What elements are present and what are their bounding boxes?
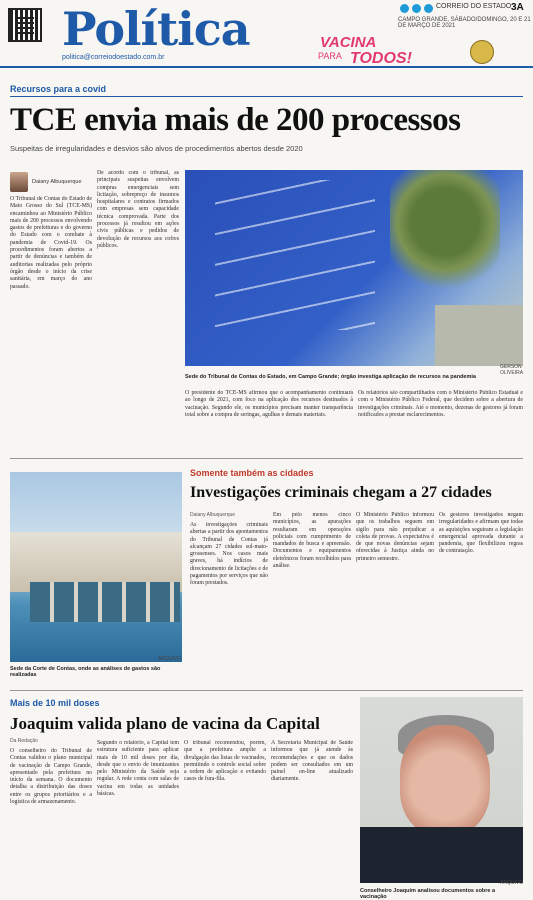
story1-deck: Suspeitas de irregularidades e desvios são alvos de procedimentos abertos desde 2020 [10,144,303,153]
story1-photo-caption: Sede do Tribunal de Contas do Estado, em Campo Grande; órgão investiga aplicação de recursos na pandemia [185,374,476,380]
story1-column-4: Os relatórios são compartilhados com o Ministério Público Estadual e com o Ministério Público Federal, que decidem sobre a abertura de investigações criminais. Até o momento, dezenas de gestores já foram notificados a prestar esclarecimentos. [358,390,523,418]
story3-photo-caption: Conselheiro Joaquim analisou documentos sobre a vacinação [360,888,496,900]
section-email[interactable]: politica@correiodoestado.com.br [62,54,165,61]
story2-column-4: Os gestores investigados negam irregularidades e afirmam que todas as aquisições seguiram a legislação emergencial aprovada durante a pandemia, que flexibilizou regras de contratação. [439,512,523,555]
author-avatar [10,172,28,192]
section-title: Política [62,2,250,56]
story2-kicker: Somente também as cidades [190,468,314,478]
divider [10,96,523,97]
story2-column-2: Em pelo menos cinco municípios, as apurações resultaram em operações policiais com cumprimento de mandados de busca e apreensão. Documentos e equipamentos eletrônicos foram recolhidos para análise. [273,512,351,570]
story1-column-3: O presidente do TCE-MS afirmou que o acompanhamento continuará ao longo de 2021, com foco na aplicação dos recursos destinados à vacinação. Segundo ele, os municípios precisam manter transparência total sobre a compra de seringas, agulhas e demais materiais. [185,390,353,418]
newspaper-name: CORREIO DO ESTADO [436,3,512,10]
story2-headline[interactable]: Investigações criminais chegam a 27 cidades [190,484,492,501]
edition-date: CAMPO GRANDE, SÁBADO/DOMINGO, 20 E 21 DE MARÇO DE 2021 [398,17,531,29]
story2-column-1: As investigações criminais abertas a partir dos apontamentos do Tribunal de Contas já alcançam 27 cidades sul-mato-grossenses. Nos casos mais graves, há indícios de direcionamento de licitações e de pagamentos por serviços que não foram prestados. [190,522,268,587]
facebook-icon[interactable] [400,4,409,13]
divider [10,458,523,459]
qr-code-icon[interactable] [8,8,42,42]
city-seal-icon [470,40,494,64]
story1-photo-credit: GERSON OLIVEIRA [500,364,524,376]
story1-photo[interactable] [185,170,523,366]
campaign-todos: TODOS! [350,50,412,67]
social-icons [400,4,433,13]
author-name: Daiany Albuquerque [32,179,82,185]
story2-photo-credit: ARQUIVO [158,656,182,662]
story1-column-1: O Tribunal de Contas do Estado de Mato Grosso do Sul (TCE-MS) encaminhou ao Ministério Público mais de 200 processos envolvendo gastos de prefeituras e do governo do Estado com o combate à pandemia de Covid-19. Os procedimentos foram abertos a partir de denúncias e também de auditorias realizadas pelo próprio órgão desde o início da crise sanitária, em março do ano passado. [10,196,92,290]
story3-author: Da Redação [10,738,38,744]
story3-photo-credit: ARQUIVO [500,880,524,886]
story1-headline[interactable]: TCE envia mais de 200 processos [10,102,461,138]
instagram-icon[interactable] [424,4,433,13]
story2-photo[interactable] [10,472,182,662]
campaign-para: PARA [318,51,342,61]
page-number: 3A [511,2,524,13]
divider [10,690,523,691]
story3-kicker: Mais de 10 mil doses [10,698,100,708]
story2-author: Daiany Albuquerque [190,512,236,518]
story3-headline[interactable]: Joaquim valida plano de vacina da Capital [10,714,320,733]
story2-photo-caption: Sede da Corte de Contas, onde as análises de gastos são realizadas [10,666,161,678]
story3-photo[interactable] [360,697,523,883]
story3-column-4: A Secretaria Municipal de Saúde informou que já atende às recomendações e que os dados podem ser consultados em um painel on-line atualizado diariamente. [271,740,353,783]
story3-column-1: O conselheiro do Tribunal de Contas validou o plano municipal de vacinação de Campo Grande, apresentado pela prefeitura no início da semana. O documento detalha a distribuição das doses entre os grupos prioritários e a logística de armazenamento. [10,748,92,806]
story2-column-3: O Ministério Público informou que os trabalhos seguem em sigilo para não prejudicar a coleta de provas. A expectativa é de que novas denúncias sejam oferecidas à Justiça ainda no primeiro semestre. [356,512,434,562]
story1-column-2: De acordo com o tribunal, as principais suspeitas envolvem compras emergenciais sem licitação, sobrepreço de insumos hospitalares e contratos firmados com empresas sem capacidade técnica comprovada. Parte dos processos já resultou em ações civis públicas e pedidos de devolução de recursos aos cofres públicos. [97,170,179,249]
story3-column-3: O tribunal recomendou, porém, que a prefeitura amplie a divulgação das listas de vacinados, permitindo o controle social sobre a ordem de aplicação e evitando casos de fura-fila. [184,740,266,783]
story1-author [10,172,82,192]
campaign-vacina: VACINA [320,34,377,51]
twitter-icon[interactable] [412,4,421,13]
story1-kicker: Recursos para a covid [10,84,107,94]
story3-column-2: Segundo o relatório, a Capital tem estrutura suficiente para aplicar mais de 10 mil doses por dia, desde que o envio de imunizantes pelo Ministério da Saúde seja regular. A rede conta com salas de vacina em todas as unidades básicas. [97,740,179,798]
